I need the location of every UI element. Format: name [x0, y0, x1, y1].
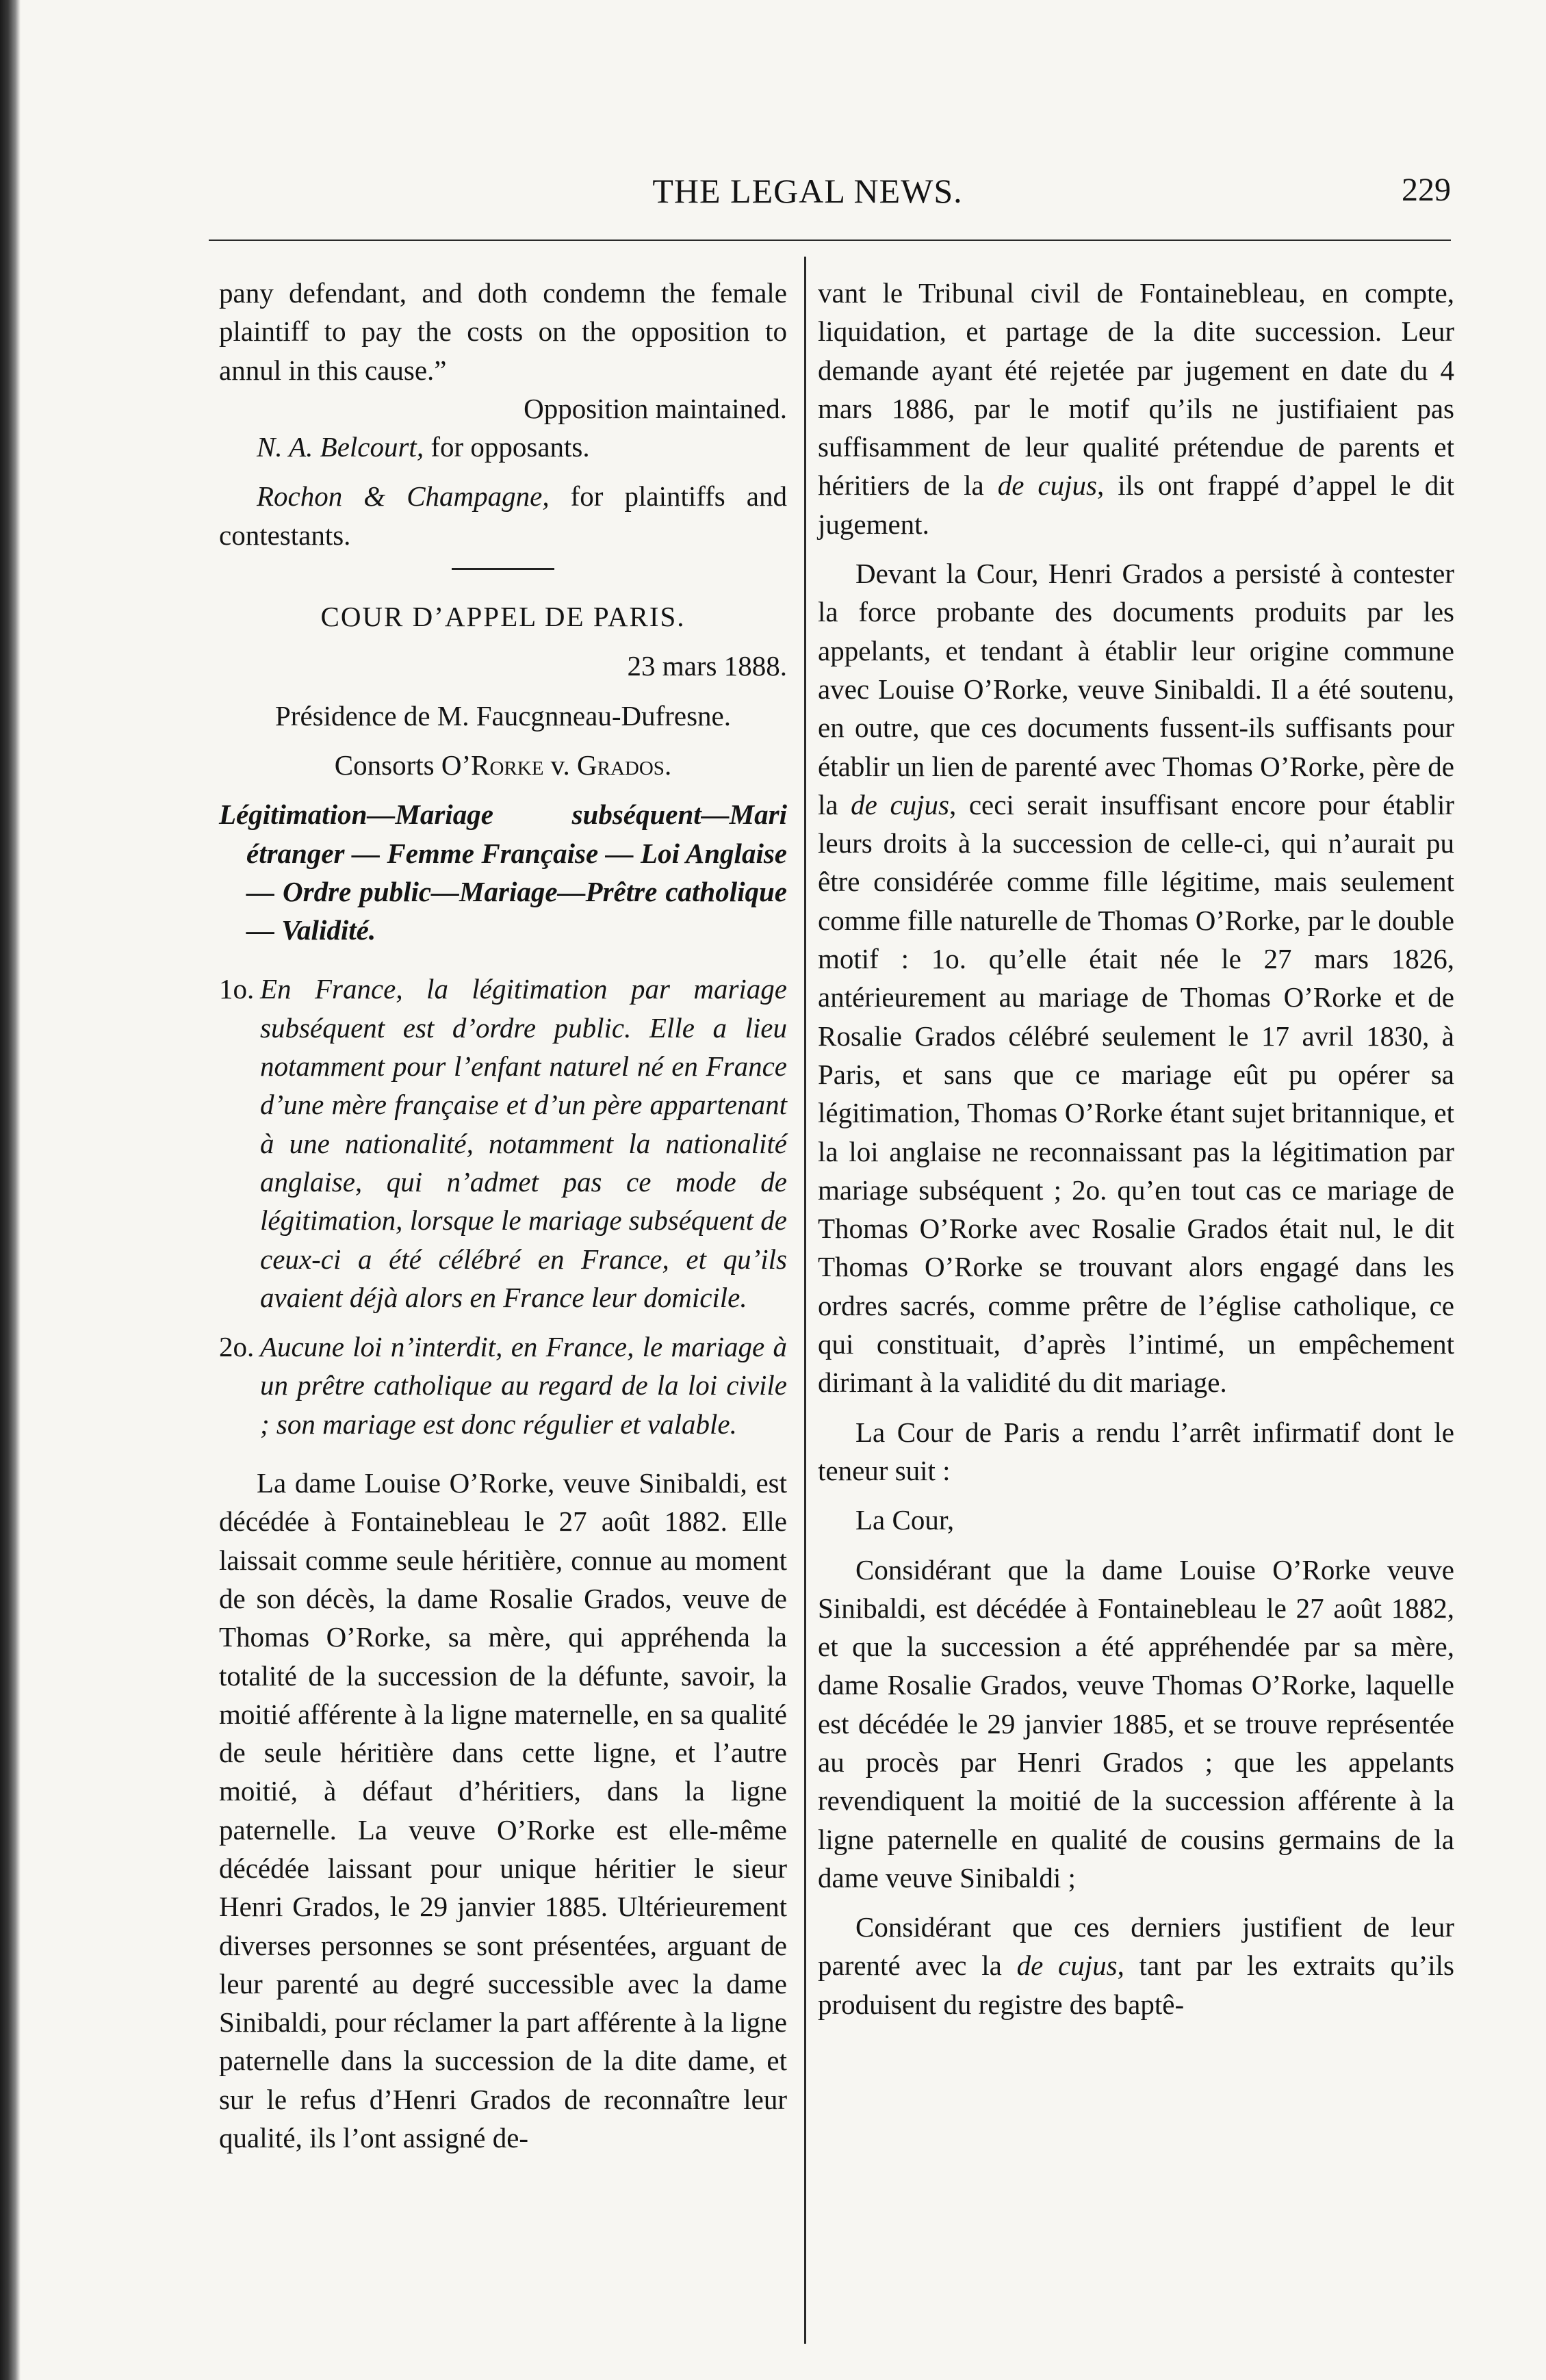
- headnote-2-text: Aucune loi n’interdit, en France, le mariage à un prêtre catholique au regard de la loi civile ; son mariage est donc régulier et valable.: [260, 1331, 787, 1440]
- headnote-1-number: 1o.: [219, 973, 255, 1005]
- section-separator: [452, 568, 554, 570]
- page-header: [219, 171, 1451, 226]
- decision-date: 23 mars 1888.: [627, 650, 787, 682]
- header-rule: [209, 240, 1451, 241]
- case-party-1: O’Rorke: [441, 749, 544, 781]
- presidency-line: Présidence de M. Faucgnneau-Dufresne.: [274, 699, 731, 732]
- right-paragraph-3: La Cour de Paris a rendu l’arrêt infirmatif dont le teneur suit :: [818, 1416, 1454, 1486]
- facts-paragraph: La dame Louise O’Rorke, veuve Sinibaldi, est décédée à Fontainebleau le 27 août 1882. Elle laissait comme seule héritière, connue au moment de son décès, la dame Rosalie Grados, veuve de Thomas O’Rorke, sa mère, qui appréhenda la totalité de la succession de la défunte, savoir, la moitié afférente à la ligne maternelle, en sa qualité de seule héritière dans cette ligne, et l’autre moitié, à défaut d’héritiers, dans la ligne paternelle. La veuve O’Rorke est elle-même décédée laissant pour unique héritier le sieur Henri Grados, le 29 janvier 1885. Ultérieurement diverses personnes se sont présentées, arguant de leur parenté au degré successible avec la dame Sinibaldi, pour réclamer la part afférente à la ligne paternelle dans la succession de la dite dame, et sur le refus d’Henri Grados de reconnaître leur qualité, ils l’ont assigné de-: [219, 1467, 787, 2154]
- right-paragraph-4: La Cour,: [855, 1504, 955, 1536]
- counsel-2-name: Rochon & Champagne,: [257, 480, 550, 513]
- court-title: COUR D’APPEL DE PARIS.: [320, 601, 686, 633]
- decision-result: Opposition maintained.: [524, 392, 787, 424]
- counsel-2-role: for plaintiffs and contestants.: [219, 480, 787, 551]
- page-binding-shadow: [0, 0, 21, 2380]
- case-name: Consorts O’Rorke v. Grados.: [334, 749, 672, 781]
- counsel-1-role: for opposants.: [424, 431, 590, 463]
- headnote-2-number: 2o.: [219, 1331, 255, 1363]
- running-title: THE LEGAL NEWS.: [652, 172, 963, 210]
- right-paragraph-6: Considérant que ces derniers justifient de leur parenté avec la de cujus, tant par les extraits qu’ils produisent du registre des baptê-: [818, 1911, 1454, 2020]
- column-divider: [804, 257, 806, 2344]
- right-paragraph-1: vant le Tribunal civil de Fontainebleau, en compte, liquidation, et partage de la dite succession. Leur demande ayant été rejetée par jugement en date du 4 mars 1886, par le motif qu’ils ne justifiaient pas suffisamment de leur qualité prétendue de parents et héritiers de la de cujus, ils ont frappé d’appel le dit jugement.: [818, 277, 1454, 540]
- intro-paragraph: pany defendant, and doth condemn the female plaintiff to pay the costs on the opposition to annul in this cause.”: [219, 277, 787, 386]
- headnote-1: [219, 970, 787, 1317]
- headnote-2: [219, 1328, 787, 1443]
- page-number: 229: [1402, 172, 1451, 208]
- keywords-summary: Légitimation—Mariage subséquent—Mari étranger — Femme Française — Loi Anglaise — Ordre public—Mariage—Prêtre catholique — Validité.: [219, 799, 787, 946]
- case-party-2: Grados: [577, 749, 665, 781]
- counsel-line-1: [219, 428, 787, 466]
- counsel-line-2: [219, 477, 787, 554]
- right-column: [818, 274, 1454, 2023]
- right-paragraph-5: Considérant que la dame Louise O’Rorke veuve Sinibaldi, est décédée à Fontainebleau le 27 août 1882, et que la succession a été appréhendée par sa mère, dame Rosalie Grados, veuve Thomas O’Rorke, laquelle est décédée le 29 janvier 1885, et se trouve représentée au procès par Henri Grados ; que les appelants revendiquent la moitié de la succession afférente à la ligne paternelle en qualité de cousins germains de la dame veuve Sinibaldi ;: [818, 1553, 1454, 1893]
- right-paragraph-2: Devant la Cour, Henri Grados a persisté à contester la force probante des documents produits par les appelants, et tendant à établir leur origine commune avec Louise O’Rorke, veuve Sinibaldi. Il a été soutenu, en outre, que ces documents fussent-ils suffisants pour établir un lien de parenté avec Thomas O’Rorke, père de la de cujus, ceci serait insuffisant encore pour établir leurs droits à la succession de celle-ci, qui n’aurait pu être considérée comme fille légitime, mais seulement comme fille naturelle de Thomas O’Rorke, par le double motif : 1o. qu’elle était née le 27 mars 1826, antérieurement au mariage de Thomas O’Rorke et de Rosalie Grados célébré seulement le 17 avril 1830, à Paris, et sans que ce mariage eût pu opérer sa légitimation, Thomas O’Rorke étant sujet britannique, et la loi anglaise ne reconnaissant pas la légitimation par mariage subséquent ; 2o. qu’en tout cas ce mariage de Thomas O’Rorke avec Rosalie Grados était nul, le dit Thomas O’Rorke se trouvant alors engagé dans les ordres sacrés, comme prêtre de l’église catholique, ce qui constituait, d’après l’intimé, un empêchement dirimant à la validité du dit mariage.: [818, 558, 1454, 1399]
- counsel-1-name: N. A. Belcourt,: [257, 431, 424, 463]
- left-column: [219, 274, 787, 2157]
- headnote-1-text: En France, la légitimation par mariage subséquent est d’ordre public. Elle a lieu notamment pour l’enfant naturel né en France d’une mère française et d’un père appartenant à une nationalité, notamment la nationalité anglaise, qui n’admet pas ce mode de légitimation, lorsque le mariage subséquent de ceux-ci a été célébré en France, et qu’ils avaient déjà alors en France leur domicile.: [260, 973, 787, 1313]
